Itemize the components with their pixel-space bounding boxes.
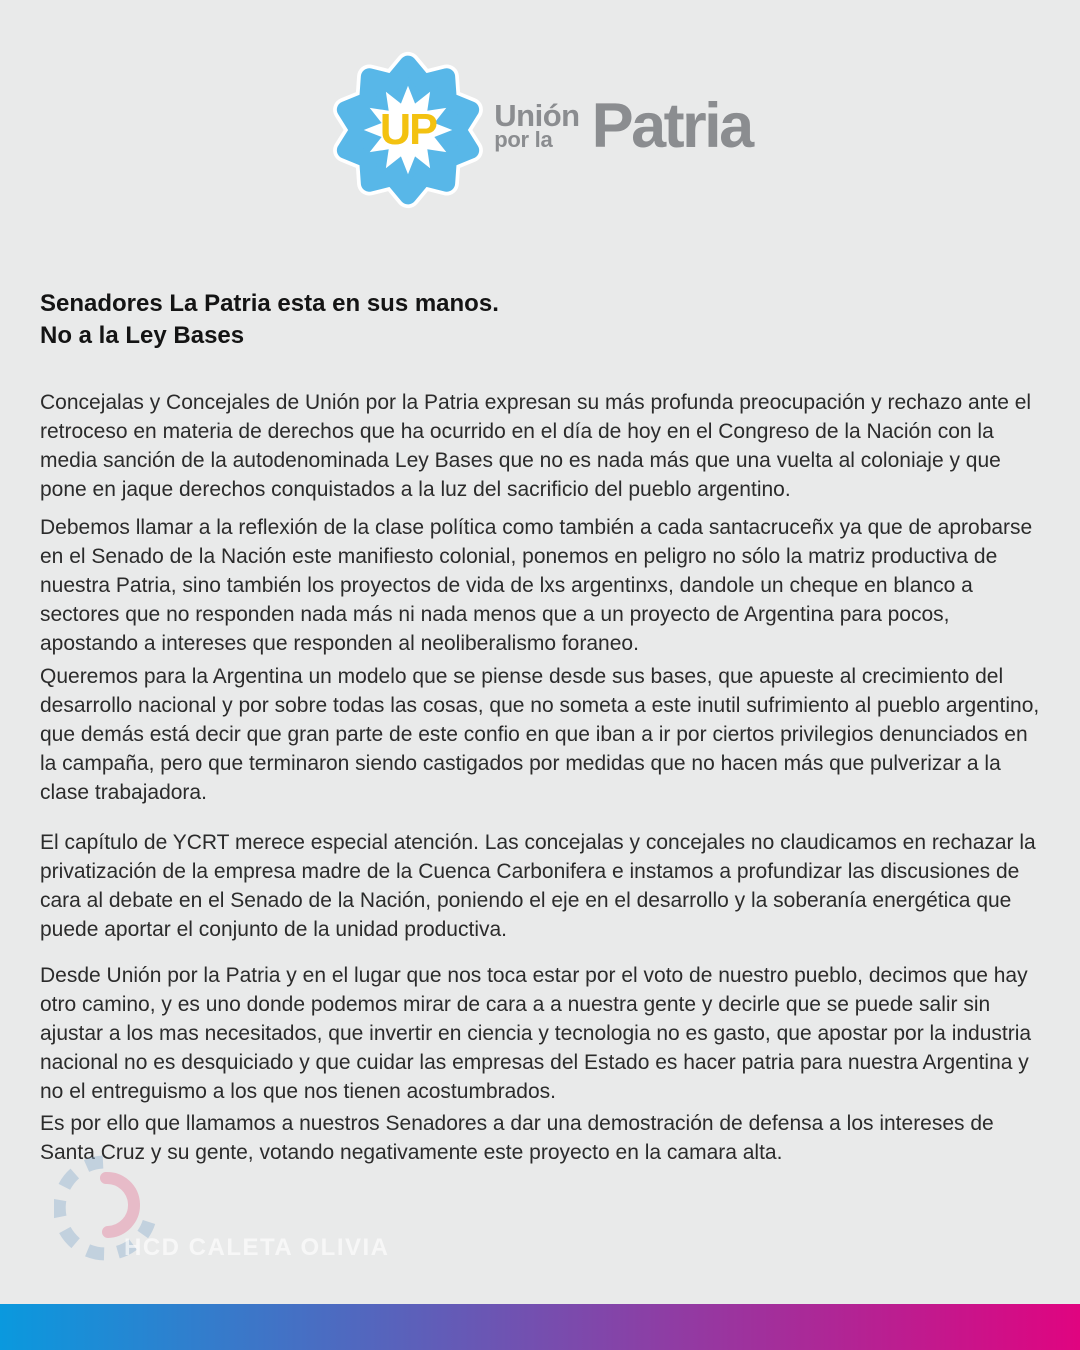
watermark-label: HCD CALETA OLIVIA <box>124 1234 390 1261</box>
up-sun-logo-icon <box>328 50 488 210</box>
logo-wordmark-small <box>494 97 580 153</box>
statement-body <box>0 388 1080 1167</box>
watermark-pink-crescent <box>106 1178 134 1232</box>
logo-header <box>0 0 1080 210</box>
logo-wordmark-porla: por la <box>494 127 553 153</box>
footer-gradient-bar <box>0 1304 1080 1350</box>
statement-title-line1: Senadores La Patria esta en sus manos. <box>40 290 499 317</box>
statement-title <box>40 288 1038 352</box>
watermark-dashed-ring <box>59 1162 149 1254</box>
statement-paragraph: Desde Unión por la Patria y en el lugar que nos toca estar por el voto de nuestro pueblo, decimos que hay otro camino, y es uno donde podemos mirar de cara a a nuestra gente y decirle que se puede salir sin ajustar a los mas necesitados, que invertir en ciencia y tecnologia no es gasto, que apostar por la industria nacional no es desquiciado y que cuidar las empresas del Estado es hacer patria para nuestra Argentina y no el entreguismo a los que nos tienen acostumbrados. <box>40 964 1032 1103</box>
hcd-watermark <box>54 1148 390 1288</box>
statement-title-line2: No a la Ley Bases <box>40 322 245 349</box>
logo-up-letters: UP <box>380 106 437 155</box>
logo-wordmark-patria: Patria <box>591 90 752 161</box>
statement-paragraph: Concejalas y Concejales de Unión por la Patria expresan su más profunda preocupación y rechazo ante el retroceso en materia de derechos que ha ocurrido en el día de hoy en el Congreso de la Nación con la media sanción de la autodenominada Ley Bases que no es nada más que una vuelta al coloniaje y que pone en jaque derechos conquistados a la luz del sacrificio del pueblo argentino. <box>40 391 1032 501</box>
statement-paragraph: Queremos para la Argentina un modelo que se piense desde sus bases, que apueste al crecimiento del desarrollo nacional y por sobre todas las cosas, que no someta a este inutil sufrimiento al pueblo argentino, que demás está decir que gran parte de este confio en que iban a ir por ciertos privilegios denunciados en la campaña, pero que terminaron siendo castigados por medidas que no hacen más que pulverizar a la clase trabajadora. <box>40 665 1040 804</box>
statement-paragraph: Debemos llamar a la reflexión de la clase política como también a cada santacruceñx ya que de aprobarse en el Senado de la Nación este manifiesto colonial, ponemos en peligro no sólo la matriz productiva de nuestra Patria, sino también los proyectos de vida de lxs argentinxs, dandole un cheque en blanco a sectores que no responden nada más ni nada menos que a un proyecto de Argentina para pocos, apostando a intereses que responden al neoliberalismo foraneo. <box>40 516 1033 655</box>
statement-paragraph: Es por ello que llamamos a nuestros Senadores a dar una demostración de defensa a los intereses de Santa Cruz y su gente, votando negativamente este proyecto en la camara alta. <box>40 1112 994 1164</box>
statement-paragraph: El capítulo de YCRT merece especial atención. Las concejalas y concejales no claudicamos en rechazar la privatización de la empresa madre de la Cuenca Carbonifera e instamos a profundizar las discusiones de cara al debate en el Senado de la Nación, poniendo el eje en el desarrollo y la soberanía energética que puede aportar el conjunto de la unidad productiva. <box>40 831 1036 941</box>
logo-wordmark <box>494 90 752 161</box>
logo-wordmark-union: Unión <box>494 97 580 133</box>
hcd-watermark-logo-icon <box>54 1148 204 1288</box>
